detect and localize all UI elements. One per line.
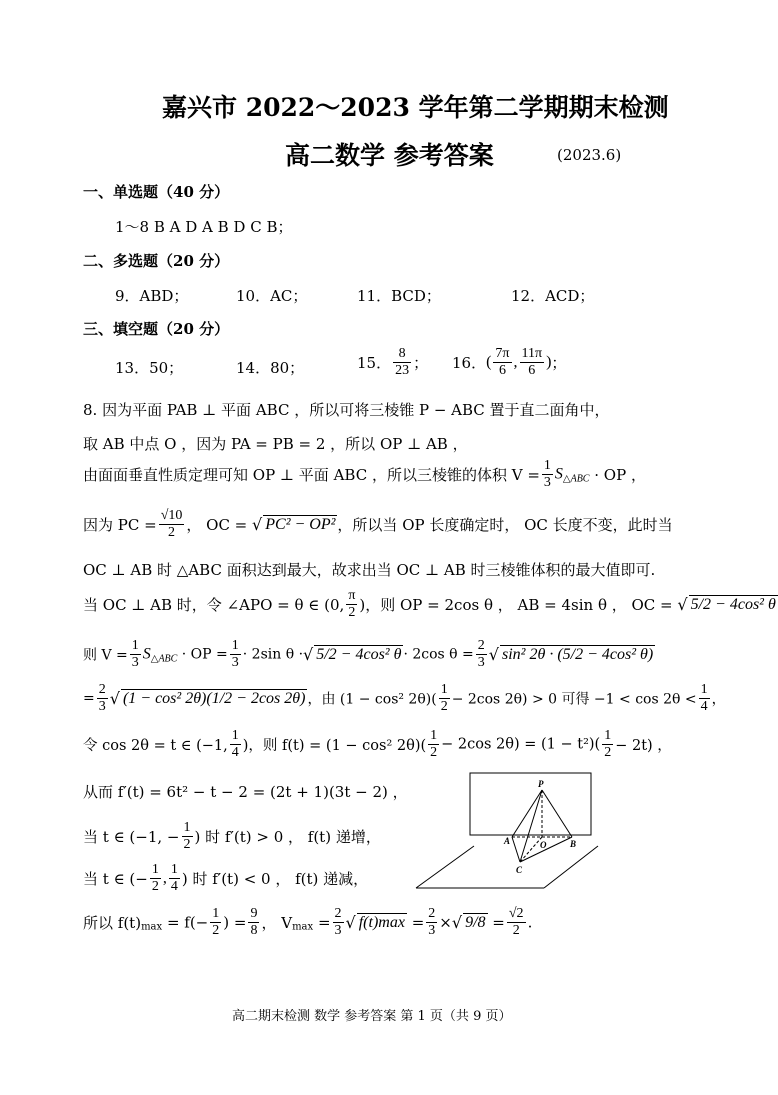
solution-line-2: 取 AB 中点 O ，因为 PA = PB = 2 ，所以 OP ⊥ AB ， bbox=[83, 435, 468, 453]
vertical-plane bbox=[470, 773, 591, 835]
multi-answer-9: 9．ABD； bbox=[115, 287, 189, 305]
solution-line-8: = $\frac{2}{3}$ √ (1 − cos² 2θ)(1/2 − 2cos 2θ) ，由 (1 − cos² 2θ)( $\frac{1}{2}$ − 2cos 2θ) > 0 可得 −1 < cos 2θ < $\frac{1}{4}$ ， bbox=[83, 682, 726, 714]
label-a: A bbox=[504, 836, 511, 846]
section-fill-heading: 三、填空题（20 分） bbox=[83, 320, 230, 338]
solution-line-10: 从而 f′(t) = 6t² − t − 2 = (2t + 1)(3t − 2) ， bbox=[83, 783, 408, 801]
label-p: P bbox=[538, 779, 544, 789]
solution-line-3: 由面面垂直性质定理可知 OP ⊥ 平面 ABC ，所以三棱锥的体积 V = $\frac{1}{3}$ $S_{\triangle ABC}$ · OP ， bbox=[83, 458, 646, 490]
section-single-heading: 一、单选题（40 分） bbox=[83, 183, 230, 201]
base-plane-right bbox=[544, 846, 598, 888]
fill-answer-16: 16．( $\frac{7\pi}{6}$ , $\frac{11\pi}{6}$ )； bbox=[452, 346, 567, 378]
fill-answer-13: 13．50； bbox=[115, 359, 184, 377]
page-footer: 高二期末检测 数学 参考答案 第 1 页（共 9 页） bbox=[232, 1009, 512, 1024]
edge-pa bbox=[512, 790, 542, 837]
edge-pc bbox=[520, 790, 542, 862]
section-multi-heading: 二、多选题（20 分） bbox=[83, 252, 230, 270]
page-title: 嘉兴市 2022～2023 学年第二学期期末检测 bbox=[162, 93, 669, 122]
document-date: (2023.6) bbox=[557, 146, 622, 164]
label-c: C bbox=[516, 865, 523, 875]
solution-line-5: OC ⊥ AB 时 △ABC 面积达到最大，故求出当 OC ⊥ AB 时三棱锥体积的最大值即可. bbox=[83, 561, 656, 579]
solution-line-12: 当 t ∈ (− $\frac{1}{2}$ , $\frac{1}{4}$ ) 时 f′(t) < 0 ， f(t) 递减， bbox=[83, 862, 369, 894]
label-o: O bbox=[540, 840, 547, 850]
pyramid-figure bbox=[412, 770, 602, 890]
solution-line-1: 8. 因为平面 PAB ⊥ 平面 ABC ，所以可将三棱锥 P − ABC 置于直二面角中， bbox=[83, 401, 610, 419]
page-subtitle: 高二数学 参考答案 bbox=[285, 141, 494, 170]
solution-line-6: 当 OC ⊥ AB 时，令 ∠APO = θ ∈ (0, $\frac{\pi}{2}$ )，则 OP = 2cos θ ， AB = 4sin θ ， OC = √ 5/2 − 4cos² θ bbox=[83, 588, 776, 620]
fill-answer-15: 15． $\frac{8}{23}$ ； bbox=[357, 346, 429, 378]
solution-line-13: 所以 $f(t)_{max} = f(-$ $\frac{1}{2}$ ) = $\frac{9}{8}$ ， $V_{max}$ = $\frac{2}{3}$ √ f(t)max = $\frac{2}{3}$ ×√ 9/8 = $\frac{√2}{2}$ . bbox=[83, 906, 533, 938]
label-b: B bbox=[570, 839, 577, 849]
solution-line-11: 当 t ∈ (−1, − $\frac{1}{2}$ ) 时 f′(t) > 0 ， f(t) 递增， bbox=[83, 820, 381, 852]
multi-answer-10: 10．AC； bbox=[236, 287, 308, 305]
solution-line-4: 因为 PC = $\frac{√10}{2}$ ， OC = √ PC² − OP² ，所以当 OP 长度确定时， OC 长度不变，此时当 bbox=[83, 508, 673, 540]
fill-answer-14: 14．80； bbox=[236, 359, 305, 377]
edge-ac bbox=[512, 837, 520, 862]
section-single-answers: 1～8 B A D A B D C B； bbox=[115, 218, 293, 236]
edge-pb bbox=[542, 790, 572, 837]
multi-answer-12: 12．ACD； bbox=[511, 287, 595, 305]
solution-line-7: 则 V = $\frac{1}{3}$ $S_{\triangle ABC}$ · OP = $\frac{1}{3}$ · 2sin θ ·√ 5/2 − 4cos² θ · 2cos θ = $\frac{2}{3}$ √ sin² 2θ · (5/2 − 4cos² θ) bbox=[83, 638, 654, 670]
solution-line-9: 令 cos 2θ = t ∈ (−1, $\frac{1}{4}$ )，则 f(t) = (1 − cos² 2θ)( $\frac{1}{2}$ − 2cos 2θ) = (1 − t²)( $\frac{1}{2}$ − 2t) ， bbox=[83, 728, 672, 760]
base-plane-left bbox=[416, 846, 474, 888]
multi-answer-11: 11．BCD； bbox=[357, 287, 441, 305]
